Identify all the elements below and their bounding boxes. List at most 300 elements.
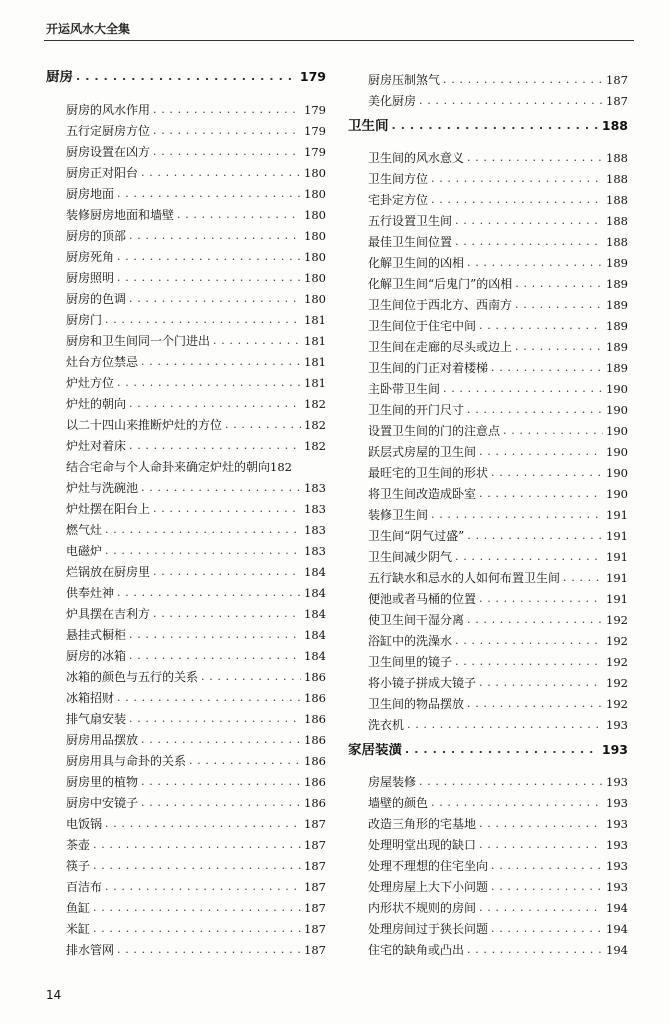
toc-entry-title: 卫生间的风水意义 [368, 151, 465, 165]
toc-entry [46, 369, 326, 390]
toc-entry-title: 炉灶方位 [66, 376, 115, 390]
toc-section-heading [348, 735, 628, 765]
toc-section-heading [348, 111, 628, 141]
toc-entry-title: 悬挂式橱柜 [66, 628, 127, 642]
toc-entry-title: 跃层式房屋的卫生间 [368, 445, 477, 459]
toc-entry [46, 495, 326, 516]
toc-entry [348, 459, 628, 480]
toc-entry [348, 711, 628, 732]
dot-leader [479, 901, 603, 915]
dot-leader [443, 73, 603, 87]
toc-page-number: 189 [606, 361, 628, 375]
toc-page-number: 187 [304, 901, 326, 915]
dot-leader [141, 355, 301, 369]
dot-leader [467, 256, 603, 270]
toc-entry [46, 138, 326, 159]
toc-entry-title: 厨房的风水作用 [66, 103, 151, 117]
toc-page-number: 191 [606, 529, 628, 543]
toc-entry-title: 将卫生间改造成卧室 [368, 487, 477, 501]
toc-entry-title: 百洁布 [66, 880, 103, 894]
dot-leader [479, 319, 603, 333]
toc-entry-title: 厨房里的植物 [66, 775, 139, 789]
toc-entry [46, 852, 326, 873]
header-rule [44, 40, 634, 41]
toc-entry-title: 厨房地面 [66, 187, 115, 201]
dot-leader [117, 271, 301, 285]
toc-page-number: 193 [601, 742, 628, 757]
toc-page-number: 190 [606, 382, 628, 396]
toc-entry-title: 炉灶与洗碗池 [66, 481, 139, 495]
toc-page-number: 193 [606, 775, 628, 789]
toc-entry [348, 522, 628, 543]
dot-leader [201, 670, 301, 684]
dot-leader [153, 607, 301, 621]
toc-entry [348, 831, 628, 852]
dot-leader [515, 298, 603, 312]
toc-entry-title: 将小镜子拼成大镜子 [368, 676, 477, 690]
toc-page-number: 186 [304, 670, 326, 684]
toc-page-number: 184 [304, 565, 326, 579]
toc-entry [46, 600, 326, 621]
toc-entry-title: 处理不理想的住宅坐向 [368, 859, 489, 873]
dot-leader [141, 481, 301, 495]
toc-entry [46, 390, 326, 411]
toc-page-number: 188 [606, 235, 628, 249]
dot-leader [455, 550, 603, 564]
dot-leader [105, 523, 301, 537]
dot-leader [479, 817, 603, 831]
dot-leader [431, 172, 603, 186]
toc-entry [46, 936, 326, 957]
toc-entry-title: 灶台方位禁忌 [66, 355, 139, 369]
toc-entry-title: 装修厨房地面和墙壁 [66, 208, 175, 222]
toc-entry-title: 冰箱的颜色与五行的关系 [66, 670, 199, 684]
dot-leader [105, 880, 301, 894]
toc-entry-title: 以二十四山来推断炉灶的方位 [66, 418, 223, 432]
toc-entry [46, 243, 326, 264]
dot-leader [479, 487, 603, 501]
toc-entry [46, 516, 326, 537]
dot-leader [105, 544, 301, 558]
toc-entry-title: 厨房中安镜子 [66, 796, 139, 810]
toc-entry [46, 915, 326, 936]
toc-entry [46, 726, 326, 747]
toc-entry-title: 烂锅放在厨房里 [66, 565, 151, 579]
toc-entry [348, 144, 628, 165]
toc-section-heading [46, 66, 326, 88]
toc-page-number: 191 [606, 550, 628, 564]
toc-entry-title: 房屋装修 [368, 775, 417, 789]
toc-page-number: 191 [606, 571, 628, 585]
dot-leader [93, 838, 301, 852]
dot-leader [479, 592, 603, 606]
toc-entry [348, 312, 628, 333]
toc-page-number: 186 [304, 775, 326, 789]
toc-entry-title: 排水管网 [66, 943, 115, 957]
toc-entry [46, 747, 326, 768]
toc-page-number: 179 [304, 103, 326, 117]
toc-entry [46, 432, 326, 453]
toc-page-number: 190 [606, 487, 628, 501]
toc-page-number: 182 [304, 397, 326, 411]
toc-entry [46, 705, 326, 726]
toc-entry-title: 炉灶摆在阳台上 [66, 502, 151, 516]
toc-entry-title: 最旺宅的卫生间的形状 [368, 466, 489, 480]
toc-entry [348, 438, 628, 459]
toc-entry-title: 卫生间的门正对着楼梯 [368, 361, 489, 375]
toc-page-number: 191 [606, 508, 628, 522]
dot-leader [129, 712, 301, 726]
toc-entry [46, 348, 326, 369]
toc-entry-title: 炉具摆在吉利方 [66, 607, 151, 621]
toc-page-number: 194 [606, 922, 628, 936]
toc-page-number: 184 [304, 586, 326, 600]
toc-page-number: 187 [304, 880, 326, 894]
dot-leader [117, 691, 301, 705]
toc-page-number: 182 [270, 460, 292, 474]
toc-entry [46, 684, 326, 705]
dot-leader [405, 743, 599, 757]
page-number: 14 [46, 988, 62, 1002]
toc-entry [46, 579, 326, 600]
toc-page-number: 181 [304, 313, 326, 327]
toc-entry-title: 厨房门 [66, 313, 103, 327]
toc-page-number: 187 [304, 922, 326, 936]
toc-page-number: 190 [606, 403, 628, 417]
toc-page-number: 189 [606, 277, 628, 291]
toc-entry [348, 480, 628, 501]
toc-page-number: 193 [606, 817, 628, 831]
toc-entry-title: 鱼缸 [66, 901, 91, 915]
toc-page-number: 188 [601, 118, 628, 133]
toc-entry [348, 873, 628, 894]
toc-page-number: 180 [304, 250, 326, 264]
toc-page-number: 192 [606, 634, 628, 648]
dot-leader [563, 571, 603, 585]
toc-entry-title: 厨房设置在凶方 [66, 145, 151, 159]
toc-entry-title: 筷子 [66, 859, 91, 873]
dot-leader [431, 508, 603, 522]
toc-page-number: 193 [606, 718, 628, 732]
toc-entry-title: 卫生间位于住宅中间 [368, 319, 477, 333]
toc-entry [46, 306, 326, 327]
dot-leader [491, 922, 603, 936]
toc-entry [348, 648, 628, 669]
toc-entry [46, 768, 326, 789]
toc-entry-title: 内形状不规则的房间 [368, 901, 477, 915]
toc-entry [348, 669, 628, 690]
toc-page-number: 191 [606, 592, 628, 606]
toc-entry-title: 处理房间过于狭长问题 [368, 922, 489, 936]
toc-page-number: 188 [606, 172, 628, 186]
toc-entry-title: 厨房压制煞气 [368, 73, 441, 87]
toc-entry-title: 五行定厨房方位 [66, 124, 151, 138]
toc-page-number: 184 [304, 607, 326, 621]
toc-entry-title: 设置卫生间的门的注意点 [368, 424, 501, 438]
toc-entry-title: 燃气灶 [66, 523, 103, 537]
toc-entry-title: 电磁炉 [66, 544, 103, 558]
toc-entry [348, 894, 628, 915]
toc-page-number: 193 [606, 838, 628, 852]
toc-entry-title: 炉灶对着床 [66, 439, 127, 453]
toc-page-number: 189 [606, 319, 628, 333]
dot-leader [189, 754, 301, 768]
dot-leader [93, 922, 301, 936]
toc-page-number: 190 [606, 466, 628, 480]
toc-entry-title: 卫生间 [348, 119, 389, 133]
toc-entry [348, 270, 628, 291]
toc-page-number: 186 [304, 754, 326, 768]
toc-entry [348, 375, 628, 396]
toc-entry [46, 96, 326, 117]
toc-page-number: 187 [606, 94, 628, 108]
toc-page-number: 190 [606, 424, 628, 438]
toc-entry-title: 厨房 [46, 70, 73, 84]
toc-entry-title: 最佳卫生间位置 [368, 235, 453, 249]
toc-entry-title: 卫生间方位 [368, 172, 429, 186]
toc-entry-title: 厨房照明 [66, 271, 115, 285]
toc-right-column [348, 66, 628, 957]
toc-page-number: 188 [606, 193, 628, 207]
toc-entry-title: 便池或者马桶的位置 [368, 592, 477, 606]
toc-page-number: 180 [304, 229, 326, 243]
dot-leader [467, 529, 603, 543]
dot-leader [153, 565, 301, 579]
toc-entry-title: 卫生间里的镜子 [368, 655, 453, 669]
toc-page-number: 190 [606, 445, 628, 459]
toc-entry [348, 915, 628, 936]
toc-entry-title: 电饭锅 [66, 817, 103, 831]
toc-entry-title: 家居装潢 [348, 743, 402, 757]
toc-page-number: 184 [304, 628, 326, 642]
toc-entry-title: 墙壁的颜色 [368, 796, 429, 810]
toc-entry [46, 537, 326, 558]
toc-page-number: 193 [606, 796, 628, 810]
toc-page-number: 187 [304, 859, 326, 873]
toc-page-number: 179 [304, 145, 326, 159]
toc-entry [348, 87, 628, 108]
dot-leader [455, 235, 603, 249]
dot-leader [129, 229, 301, 243]
dot-leader [431, 193, 603, 207]
dot-leader [153, 502, 301, 516]
toc-entry [46, 873, 326, 894]
toc-entry-title: 厨房正对阳台 [66, 166, 139, 180]
toc-entry-title: 五行设置卫生间 [368, 214, 453, 228]
toc-left-column [46, 66, 326, 957]
toc-entry-title: 卫生间减少阴气 [368, 550, 453, 564]
toc-entry-title: 装修卫生间 [368, 508, 429, 522]
toc-entry [348, 585, 628, 606]
dot-leader [93, 901, 301, 915]
dot-leader [141, 733, 301, 747]
toc-entry [46, 831, 326, 852]
dot-leader [141, 796, 301, 810]
dot-leader [467, 943, 603, 957]
toc-entry [46, 474, 326, 495]
toc-entry-title: 处理房屋上大下小问题 [368, 880, 489, 894]
toc-entry [348, 690, 628, 711]
toc-page-number: 180 [304, 271, 326, 285]
toc-entry-title: 冰箱招财 [66, 691, 115, 705]
toc-entry [46, 222, 326, 243]
toc-entry-title: 供奉灶神 [66, 586, 115, 600]
dot-leader [93, 859, 301, 873]
toc-entry [46, 663, 326, 684]
toc-entry-title: 卫生间的开门尺寸 [368, 403, 465, 417]
toc-entry [348, 627, 628, 648]
toc-page-number: 181 [304, 376, 326, 390]
dot-leader [491, 880, 603, 894]
toc-page-number: 181 [304, 355, 326, 369]
toc-page-number: 194 [606, 943, 628, 957]
toc-entry-title: 厨房的冰箱 [66, 649, 127, 663]
dot-leader [129, 439, 301, 453]
toc-page-number: 180 [304, 187, 326, 201]
toc-entry-title: 排气扇安装 [66, 712, 127, 726]
toc-page-number: 183 [304, 544, 326, 558]
toc-entry [348, 417, 628, 438]
toc-page-number: 188 [606, 151, 628, 165]
toc-page-number: 179 [299, 69, 326, 84]
toc-entry [348, 501, 628, 522]
dot-leader [76, 70, 297, 84]
dot-leader [443, 382, 603, 396]
dot-leader [117, 187, 301, 201]
dot-leader [225, 418, 301, 432]
toc-entry [46, 264, 326, 285]
toc-entry-title: 使卫生间干湿分离 [368, 613, 465, 627]
dot-leader [491, 466, 603, 480]
toc-entry-title: 浴缸中的洗澡水 [368, 634, 453, 648]
toc-entry-title: 宅卦定方位 [368, 193, 429, 207]
toc-page-number: 182 [304, 418, 326, 432]
toc-page-number: 186 [304, 712, 326, 726]
toc-entry [348, 66, 628, 87]
toc-entry [348, 543, 628, 564]
dot-leader [419, 775, 603, 789]
dot-leader [153, 145, 301, 159]
toc-entry-title: 厨房和卫生间同一个门进出 [66, 334, 211, 348]
toc-entry-title: 茶壶 [66, 838, 91, 852]
dot-leader [105, 817, 301, 831]
toc-entry-title: 结合宅命与个人命卦来确定炉灶的朝向 [66, 460, 271, 474]
dot-leader [117, 586, 301, 600]
toc-entry [46, 558, 326, 579]
toc-page-number: 179 [304, 124, 326, 138]
toc-entry [348, 852, 628, 873]
toc-page-number: 192 [606, 613, 628, 627]
dot-leader [141, 775, 301, 789]
dot-leader [491, 361, 603, 375]
toc-page-number: 193 [606, 859, 628, 873]
dot-leader [419, 94, 603, 108]
toc-page-number: 182 [304, 439, 326, 453]
toc-page-number: 186 [304, 733, 326, 747]
toc-entry-title: 卫生间位于西北方、西南方 [368, 298, 513, 312]
toc-page-number: 183 [304, 502, 326, 516]
dot-leader [129, 628, 301, 642]
toc-entry-title: 厨房用品摆放 [66, 733, 139, 747]
toc-entry [46, 180, 326, 201]
dot-leader [141, 166, 301, 180]
toc-entry-title: 卫生间“阴气过盛” [368, 529, 465, 543]
toc-entry [46, 201, 326, 222]
toc-entry-title: 厨房死角 [66, 250, 115, 264]
dot-leader [117, 250, 301, 264]
dot-leader [503, 424, 603, 438]
toc-entry [46, 894, 326, 915]
toc-entry [348, 789, 628, 810]
toc-entry [46, 789, 326, 810]
toc-entry-title: 米缸 [66, 922, 91, 936]
toc-entry-title: 洗衣机 [368, 718, 405, 732]
toc-entry [348, 768, 628, 789]
toc-entry-title: 炉灶的朝向 [66, 397, 127, 411]
toc-page-number: 187 [606, 73, 628, 87]
dot-leader [467, 613, 603, 627]
toc-page-number: 180 [304, 292, 326, 306]
toc-page-number: 192 [606, 655, 628, 669]
toc-entry-title: 美化厨房 [368, 94, 417, 108]
dot-leader [129, 649, 301, 663]
dot-leader [105, 313, 301, 327]
dot-leader [479, 676, 603, 690]
dot-leader [455, 214, 603, 228]
toc-entry [46, 453, 326, 474]
dot-leader [213, 334, 301, 348]
running-header: 开运风水大全集 [46, 22, 131, 36]
toc-entry [46, 621, 326, 642]
toc-entry [348, 810, 628, 831]
dot-leader [129, 292, 301, 306]
toc-entry-title: 五行缺水和忌水的人如何布置卫生间 [368, 571, 561, 585]
dot-leader [455, 634, 603, 648]
toc-entry-title: 化解卫生间“后鬼门”的凶相 [368, 277, 513, 291]
dot-leader [455, 655, 603, 669]
toc-entry [348, 165, 628, 186]
toc-entry [348, 354, 628, 375]
toc-entry-title: 卫生间的物品摆放 [368, 697, 465, 711]
toc-entry-title: 处理明堂出现的缺口 [368, 838, 477, 852]
toc-entry-title: 改造三角形的宅基地 [368, 817, 477, 831]
toc-entry-title: 住宅的缺角或凸出 [368, 943, 465, 957]
toc-page-number: 189 [606, 298, 628, 312]
toc-entry [348, 333, 628, 354]
toc-entry [46, 810, 326, 831]
toc-page-number: 194 [606, 901, 628, 915]
toc-entry [46, 327, 326, 348]
toc-page-number: 183 [304, 481, 326, 495]
toc-entry [46, 117, 326, 138]
toc-page-number: 189 [606, 340, 628, 354]
toc-entry-title: 卫生间在走廊的尽头或边上 [368, 340, 513, 354]
toc-entry-title: 厨房的色调 [66, 292, 127, 306]
toc-page-number: 187 [304, 817, 326, 831]
toc-entry [348, 396, 628, 417]
toc-entry [46, 285, 326, 306]
toc-page-number: 181 [304, 334, 326, 348]
dot-leader [467, 403, 603, 417]
toc-page-number: 192 [606, 697, 628, 711]
toc-entry-title: 主卧带卫生间 [368, 382, 441, 396]
toc-entry-title: 厨房的顶部 [66, 229, 127, 243]
toc-entry [46, 642, 326, 663]
dot-leader [491, 859, 603, 873]
dot-leader [431, 796, 603, 810]
toc-page-number: 183 [304, 523, 326, 537]
toc-entry [348, 186, 628, 207]
